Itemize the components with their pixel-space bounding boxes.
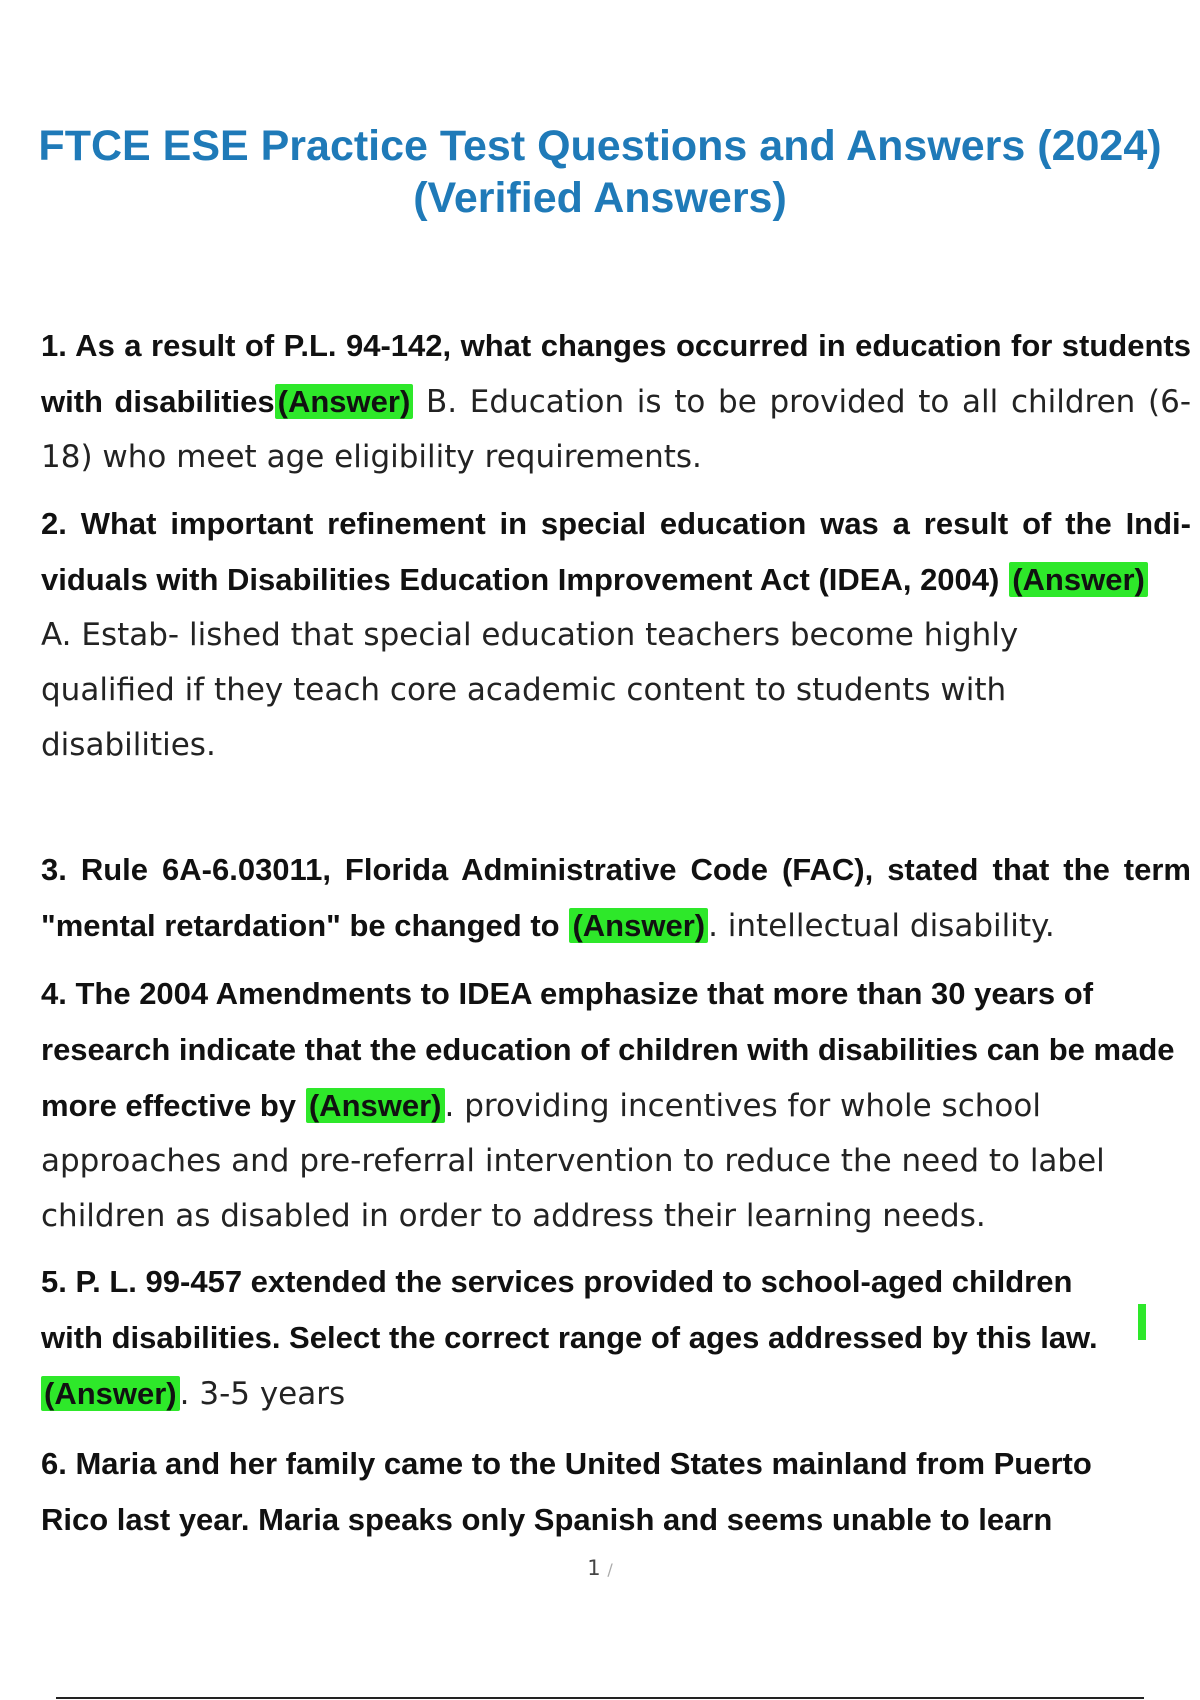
answer-text: B. Education is to be provided to all children (6-18) who meet age eligibility requirements. bbox=[41, 384, 1191, 475]
page-divider bbox=[56, 1697, 1144, 1699]
question-text: 5. P. L. 99-457 extended the services provided to school-aged children with disabilities. Select the correct range of ages addressed by this law. bbox=[41, 1264, 1098, 1355]
answer-text: . intellectual disability. bbox=[708, 908, 1055, 944]
title-line-2: (Verified Answers) bbox=[413, 174, 787, 222]
answer-highlight: (Answer) bbox=[306, 1088, 445, 1123]
question-text: 6. Maria and her family came to the United States mainland from Puerto Rico last year. Maria speaks only Spanish and seems unable to learn bbox=[41, 1446, 1092, 1537]
answer-highlight: (Answer) bbox=[275, 384, 414, 419]
question-1 bbox=[41, 318, 1191, 485]
question-4 bbox=[41, 966, 1191, 1244]
title-line-1: FTCE ESE Practice Test Questions and Answers (2024) bbox=[38, 122, 1162, 170]
question-2 bbox=[41, 496, 1191, 773]
answer-text: . providing incentives for whole school approaches and pre-referral intervention to reduce the need to label children as disabled in order to address their learning needs. bbox=[41, 1088, 1105, 1234]
question-6 bbox=[41, 1436, 1141, 1548]
answer-highlight: (Answer) bbox=[1009, 562, 1148, 597]
answer-highlight: (Answer) bbox=[41, 1376, 180, 1411]
document-title bbox=[0, 120, 1200, 224]
question-5 bbox=[41, 1254, 1121, 1422]
question-text: 3. Rule 6A-6.03011, Florida Administrative Code (FAC), stated that the term "mental retardation" be changed to bbox=[41, 852, 1191, 943]
answer-highlight: (Answer) bbox=[569, 908, 708, 943]
answer-text: . 3-5 years bbox=[179, 1376, 346, 1412]
question-text: 4. The 2004 Amendments to IDEA emphasize that more than 30 years of research indicate that the education of children with disabilities can be made more effective by bbox=[41, 976, 1175, 1123]
highlight-mark bbox=[1138, 1304, 1146, 1340]
page-separator: / bbox=[607, 1560, 613, 1579]
question-3 bbox=[41, 842, 1191, 954]
page-number-value: 1 bbox=[587, 1556, 601, 1580]
question-text: 1. As a result of P.L. 94-142, what changes occurred in education for students with disabilities bbox=[41, 328, 1191, 419]
question-text: 2. What important refinement in special education was a result of the Indi- viduals with Disabilities Education Improvement Act (IDEA, 2004) bbox=[41, 506, 1191, 597]
page-number bbox=[0, 1556, 1200, 1580]
answer-text: A. Estab- lished that special education teachers become highly qualified if they teach core academic content to students with disabilities. bbox=[41, 617, 1019, 763]
